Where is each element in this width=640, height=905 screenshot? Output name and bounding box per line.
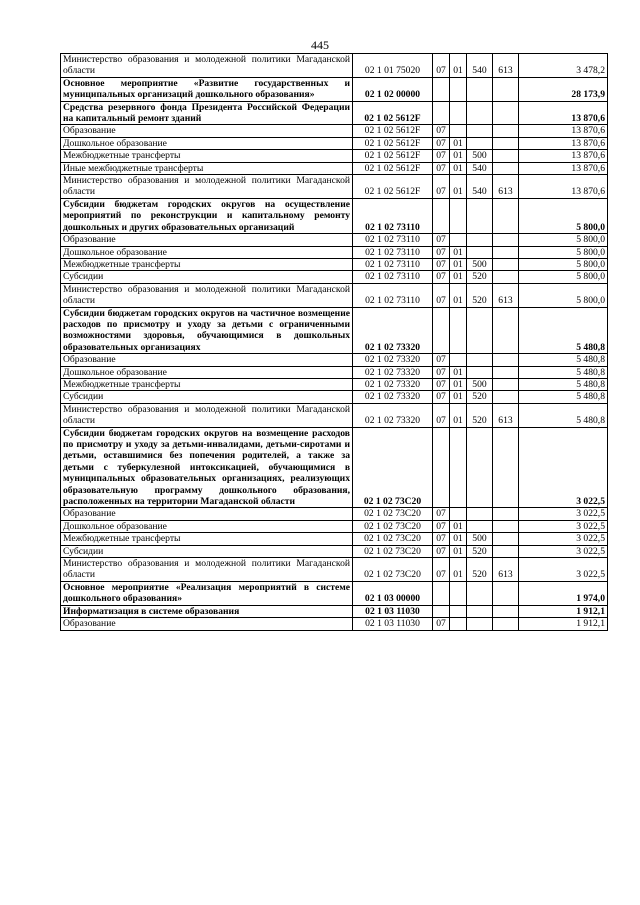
row-name-cell: Субсидии бюджетам городских округов на возмещение расходов по присмотру и уходу за детьми-инвалидами, детьми-сиротами и детьми, оставшимися без попечения родителей, а также за детьми с туберкулезной интоксикацией, обучающимися в муниципальных образовательных организациях, реализующих образовательную программу дошкольного образования, расположенных на территории Магаданской области bbox=[61, 427, 353, 508]
target-article-cell: 02 1 02 73320 bbox=[353, 378, 433, 390]
table-row bbox=[61, 366, 608, 378]
page-number: 445 bbox=[311, 38, 329, 52]
table-row bbox=[61, 125, 608, 137]
subsection-cell bbox=[450, 508, 467, 520]
row-name-cell: Субсидии bbox=[61, 545, 353, 557]
expense-type-cell: 500 bbox=[467, 533, 493, 545]
row-name-cell: Средства резервного фонда Президента Российской Федерации на капитальный ремонт зданий bbox=[61, 101, 353, 125]
amount-cell: 3 022,5 bbox=[519, 545, 608, 557]
admin-code-cell bbox=[493, 234, 519, 246]
section-cell: 07 bbox=[433, 234, 450, 246]
row-name-cell: Образование bbox=[61, 354, 353, 366]
expense-type-cell bbox=[467, 618, 493, 630]
row-name-cell: Межбюджетные трансферты bbox=[61, 258, 353, 270]
budget-table bbox=[60, 53, 608, 631]
target-article-cell: 02 1 02 5612F bbox=[353, 101, 433, 125]
expense-type-cell: 540 bbox=[467, 54, 493, 78]
amount-cell: 13 870,6 bbox=[519, 175, 608, 199]
section-cell: 07 bbox=[433, 354, 450, 366]
section-cell: 07 bbox=[433, 283, 450, 307]
row-name-cell: Образование bbox=[61, 125, 353, 137]
amount-cell: 5 480,8 bbox=[519, 366, 608, 378]
section-cell: 07 bbox=[433, 618, 450, 630]
expense-type-cell: 520 bbox=[467, 391, 493, 403]
expense-type-cell: 500 bbox=[467, 258, 493, 270]
admin-code-cell bbox=[493, 258, 519, 270]
expense-type-cell: 540 bbox=[467, 175, 493, 199]
target-article-cell: 02 1 02 73110 bbox=[353, 246, 433, 258]
amount-cell: 5 800,0 bbox=[519, 271, 608, 283]
subsection-cell: 01 bbox=[450, 533, 467, 545]
amount-cell: 3 022,5 bbox=[519, 427, 608, 508]
expense-type-cell bbox=[467, 137, 493, 149]
section-cell bbox=[433, 581, 450, 605]
row-name-cell: Межбюджетные трансферты bbox=[61, 150, 353, 162]
subsection-cell bbox=[450, 618, 467, 630]
amount-cell: 13 870,6 bbox=[519, 162, 608, 174]
subsection-cell bbox=[450, 125, 467, 137]
expense-type-cell bbox=[467, 354, 493, 366]
target-article-cell: 02 1 02 73320 bbox=[353, 307, 433, 354]
target-article-cell: 02 1 02 73320 bbox=[353, 403, 433, 427]
target-article-cell: 02 1 02 73320 bbox=[353, 354, 433, 366]
section-cell bbox=[433, 77, 450, 101]
row-name-cell: Образование bbox=[61, 508, 353, 520]
subsection-cell bbox=[450, 605, 467, 617]
amount-cell: 5 480,8 bbox=[519, 354, 608, 366]
table-row bbox=[61, 581, 608, 605]
table-row bbox=[61, 618, 608, 630]
subsection-cell: 01 bbox=[450, 403, 467, 427]
amount-cell: 13 870,6 bbox=[519, 137, 608, 149]
subsection-cell: 01 bbox=[450, 283, 467, 307]
section-cell: 07 bbox=[433, 520, 450, 532]
section-cell: 07 bbox=[433, 545, 450, 557]
target-article-cell: 02 1 02 73С20 bbox=[353, 508, 433, 520]
table-row bbox=[61, 391, 608, 403]
expense-type-cell: 500 bbox=[467, 150, 493, 162]
row-name-cell: Образование bbox=[61, 618, 353, 630]
section-cell bbox=[433, 605, 450, 617]
subsection-cell bbox=[450, 101, 467, 125]
section-cell: 07 bbox=[433, 558, 450, 582]
amount-cell: 28 173,9 bbox=[519, 77, 608, 101]
expense-type-cell bbox=[467, 366, 493, 378]
admin-code-cell bbox=[493, 427, 519, 508]
row-name-cell: Дошкольное образование bbox=[61, 246, 353, 258]
target-article-cell: 02 1 02 73С20 bbox=[353, 520, 433, 532]
amount-cell: 13 870,6 bbox=[519, 101, 608, 125]
admin-code-cell bbox=[493, 366, 519, 378]
expense-type-cell: 520 bbox=[467, 403, 493, 427]
section-cell: 07 bbox=[433, 137, 450, 149]
subsection-cell bbox=[450, 198, 467, 233]
section-cell: 07 bbox=[433, 54, 450, 78]
section-cell: 07 bbox=[433, 378, 450, 390]
admin-code-cell bbox=[493, 520, 519, 532]
subsection-cell bbox=[450, 581, 467, 605]
row-name-cell: Дошкольное образование bbox=[61, 137, 353, 149]
admin-code-cell bbox=[493, 271, 519, 283]
section-cell: 07 bbox=[433, 150, 450, 162]
admin-code-cell bbox=[493, 545, 519, 557]
target-article-cell: 02 1 03 11030 bbox=[353, 618, 433, 630]
expense-type-cell: 520 bbox=[467, 271, 493, 283]
subsection-cell: 01 bbox=[450, 271, 467, 283]
subsection-cell: 01 bbox=[450, 150, 467, 162]
subsection-cell: 01 bbox=[450, 378, 467, 390]
admin-code-cell bbox=[493, 605, 519, 617]
row-name-cell: Дошкольное образование bbox=[61, 366, 353, 378]
expense-type-cell bbox=[467, 508, 493, 520]
row-name-cell: Образование bbox=[61, 234, 353, 246]
amount-cell: 3 022,5 bbox=[519, 533, 608, 545]
section-cell bbox=[433, 307, 450, 354]
table-row bbox=[61, 137, 608, 149]
target-article-cell: 02 1 02 00000 bbox=[353, 77, 433, 101]
expense-type-cell bbox=[467, 427, 493, 508]
admin-code-cell: 613 bbox=[493, 175, 519, 199]
table-row bbox=[61, 54, 608, 78]
section-cell: 07 bbox=[433, 175, 450, 199]
expense-type-cell: 540 bbox=[467, 162, 493, 174]
subsection-cell: 01 bbox=[450, 137, 467, 149]
table-row bbox=[61, 558, 608, 582]
table-row bbox=[61, 545, 608, 557]
table-row bbox=[61, 234, 608, 246]
table-row bbox=[61, 258, 608, 270]
expense-type-cell bbox=[467, 101, 493, 125]
amount-cell: 5 480,8 bbox=[519, 307, 608, 354]
admin-code-cell bbox=[493, 378, 519, 390]
amount-cell: 5 800,0 bbox=[519, 246, 608, 258]
admin-code-cell bbox=[493, 162, 519, 174]
subsection-cell: 01 bbox=[450, 391, 467, 403]
table-row bbox=[61, 271, 608, 283]
section-cell: 07 bbox=[433, 508, 450, 520]
target-article-cell: 02 1 02 5612F bbox=[353, 175, 433, 199]
admin-code-cell: 613 bbox=[493, 283, 519, 307]
amount-cell: 1 974,0 bbox=[519, 581, 608, 605]
admin-code-cell bbox=[493, 581, 519, 605]
subsection-cell bbox=[450, 354, 467, 366]
row-name-cell: Субсидии bbox=[61, 391, 353, 403]
admin-code-cell bbox=[493, 150, 519, 162]
expense-type-cell bbox=[467, 198, 493, 233]
amount-cell: 3 022,5 bbox=[519, 558, 608, 582]
admin-code-cell bbox=[493, 391, 519, 403]
row-name-cell: Основное мероприятие «Развитие государственных и муниципальных организаций дошкольного образования» bbox=[61, 77, 353, 101]
table-row bbox=[61, 307, 608, 354]
admin-code-cell: 613 bbox=[493, 54, 519, 78]
row-name-cell: Министерство образования и молодежной политики Магаданской области bbox=[61, 54, 353, 78]
row-name-cell: Дошкольное образование bbox=[61, 520, 353, 532]
amount-cell: 5 800,0 bbox=[519, 258, 608, 270]
subsection-cell: 01 bbox=[450, 175, 467, 199]
subsection-cell: 01 bbox=[450, 258, 467, 270]
subsection-cell bbox=[450, 77, 467, 101]
amount-cell: 13 870,6 bbox=[519, 125, 608, 137]
table-row bbox=[61, 246, 608, 258]
target-article-cell: 02 1 02 5612F bbox=[353, 162, 433, 174]
row-name-cell: Министерство образования и молодежной политики Магаданской области bbox=[61, 175, 353, 199]
admin-code-cell bbox=[493, 77, 519, 101]
row-name-cell: Министерство образования и молодежной политики Магаданской области bbox=[61, 283, 353, 307]
amount-cell: 1 912,1 bbox=[519, 605, 608, 617]
section-cell: 07 bbox=[433, 391, 450, 403]
target-article-cell: 02 1 02 73110 bbox=[353, 258, 433, 270]
subsection-cell: 01 bbox=[450, 545, 467, 557]
expense-type-cell bbox=[467, 125, 493, 137]
amount-cell: 3 478,2 bbox=[519, 54, 608, 78]
subsection-cell bbox=[450, 234, 467, 246]
admin-code-cell bbox=[493, 125, 519, 137]
row-name-cell: Основное мероприятие «Реализация мероприятий в системе дошкольного образования» bbox=[61, 581, 353, 605]
row-name-cell: Министерство образования и молодежной политики Магаданской области bbox=[61, 558, 353, 582]
amount-cell: 1 912,1 bbox=[519, 618, 608, 630]
target-article-cell: 02 1 01 75020 bbox=[353, 54, 433, 78]
table-row bbox=[61, 101, 608, 125]
target-article-cell: 02 1 02 73С20 bbox=[353, 558, 433, 582]
section-cell bbox=[433, 427, 450, 508]
amount-cell: 5 480,8 bbox=[519, 403, 608, 427]
table-row bbox=[61, 175, 608, 199]
section-cell bbox=[433, 198, 450, 233]
admin-code-cell bbox=[493, 307, 519, 354]
expense-type-cell: 520 bbox=[467, 545, 493, 557]
expense-type-cell: 500 bbox=[467, 378, 493, 390]
row-name-cell: Субсидии бюджетам городских округов на осуществление мероприятий по реконструкции и капитальному ремонту дошкольных и других образовательных организаций bbox=[61, 198, 353, 233]
admin-code-cell: 613 bbox=[493, 403, 519, 427]
admin-code-cell bbox=[493, 246, 519, 258]
target-article-cell: 02 1 03 00000 bbox=[353, 581, 433, 605]
expense-type-cell bbox=[467, 234, 493, 246]
section-cell: 07 bbox=[433, 403, 450, 427]
amount-cell: 3 022,5 bbox=[519, 520, 608, 532]
subsection-cell: 01 bbox=[450, 162, 467, 174]
expense-type-cell bbox=[467, 307, 493, 354]
admin-code-cell bbox=[493, 101, 519, 125]
section-cell: 07 bbox=[433, 366, 450, 378]
target-article-cell: 02 1 02 73110 bbox=[353, 271, 433, 283]
section-cell bbox=[433, 101, 450, 125]
amount-cell: 3 022,5 bbox=[519, 508, 608, 520]
target-article-cell: 02 1 02 73110 bbox=[353, 283, 433, 307]
amount-cell: 5 480,8 bbox=[519, 378, 608, 390]
row-name-cell: Иные межбюджетные трансферты bbox=[61, 162, 353, 174]
row-name-cell: Информатизация в системе образования bbox=[61, 605, 353, 617]
subsection-cell: 01 bbox=[450, 520, 467, 532]
amount-cell: 5 800,0 bbox=[519, 283, 608, 307]
section-cell: 07 bbox=[433, 258, 450, 270]
expense-type-cell bbox=[467, 605, 493, 617]
expense-type-cell bbox=[467, 581, 493, 605]
amount-cell: 5 800,0 bbox=[519, 198, 608, 233]
table-row bbox=[61, 427, 608, 508]
expense-type-cell bbox=[467, 77, 493, 101]
subsection-cell: 01 bbox=[450, 558, 467, 582]
table-row bbox=[61, 150, 608, 162]
table-row bbox=[61, 378, 608, 390]
admin-code-cell bbox=[493, 354, 519, 366]
target-article-cell: 02 1 02 73С20 bbox=[353, 533, 433, 545]
table-row bbox=[61, 77, 608, 101]
amount-cell: 13 870,6 bbox=[519, 150, 608, 162]
expense-type-cell: 520 bbox=[467, 558, 493, 582]
subsection-cell: 01 bbox=[450, 246, 467, 258]
table-row bbox=[61, 533, 608, 545]
target-article-cell: 02 1 03 11030 bbox=[353, 605, 433, 617]
section-cell: 07 bbox=[433, 271, 450, 283]
admin-code-cell bbox=[493, 508, 519, 520]
amount-cell: 5 800,0 bbox=[519, 234, 608, 246]
table-row bbox=[61, 605, 608, 617]
subsection-cell: 01 bbox=[450, 366, 467, 378]
section-cell: 07 bbox=[433, 246, 450, 258]
subsection-cell bbox=[450, 427, 467, 508]
target-article-cell: 02 1 02 73110 bbox=[353, 198, 433, 233]
target-article-cell: 02 1 02 5612F bbox=[353, 137, 433, 149]
admin-code-cell bbox=[493, 198, 519, 233]
admin-code-cell: 613 bbox=[493, 558, 519, 582]
row-name-cell: Министерство образования и молодежной политики Магаданской области bbox=[61, 403, 353, 427]
section-cell: 07 bbox=[433, 162, 450, 174]
expense-type-cell: 520 bbox=[467, 283, 493, 307]
admin-code-cell bbox=[493, 533, 519, 545]
row-name-cell: Субсидии bbox=[61, 271, 353, 283]
subsection-cell bbox=[450, 307, 467, 354]
table-row bbox=[61, 520, 608, 532]
table-row bbox=[61, 508, 608, 520]
row-name-cell: Межбюджетные трансферты bbox=[61, 533, 353, 545]
table-row bbox=[61, 162, 608, 174]
target-article-cell: 02 1 02 73С20 bbox=[353, 545, 433, 557]
row-name-cell: Субсидии бюджетам городских округов на частичное возмещение расходов по присмотру и уходу за детьми с ограниченными возможностями здоровья, обучающимися в дошкольных образовательных организациях bbox=[61, 307, 353, 354]
amount-cell: 5 480,8 bbox=[519, 391, 608, 403]
target-article-cell: 02 1 02 5612F bbox=[353, 150, 433, 162]
target-article-cell: 02 1 02 73110 bbox=[353, 234, 433, 246]
admin-code-cell bbox=[493, 618, 519, 630]
target-article-cell: 02 1 02 73320 bbox=[353, 366, 433, 378]
section-cell: 07 bbox=[433, 533, 450, 545]
expense-type-cell bbox=[467, 520, 493, 532]
table-row bbox=[61, 403, 608, 427]
target-article-cell: 02 1 02 73С20 bbox=[353, 427, 433, 508]
target-article-cell: 02 1 02 73320 bbox=[353, 391, 433, 403]
table-row bbox=[61, 354, 608, 366]
table-row bbox=[61, 198, 608, 233]
target-article-cell: 02 1 02 5612F bbox=[353, 125, 433, 137]
admin-code-cell bbox=[493, 137, 519, 149]
row-name-cell: Межбюджетные трансферты bbox=[61, 378, 353, 390]
expense-type-cell bbox=[467, 246, 493, 258]
table-row bbox=[61, 283, 608, 307]
section-cell: 07 bbox=[433, 125, 450, 137]
subsection-cell: 01 bbox=[450, 54, 467, 78]
